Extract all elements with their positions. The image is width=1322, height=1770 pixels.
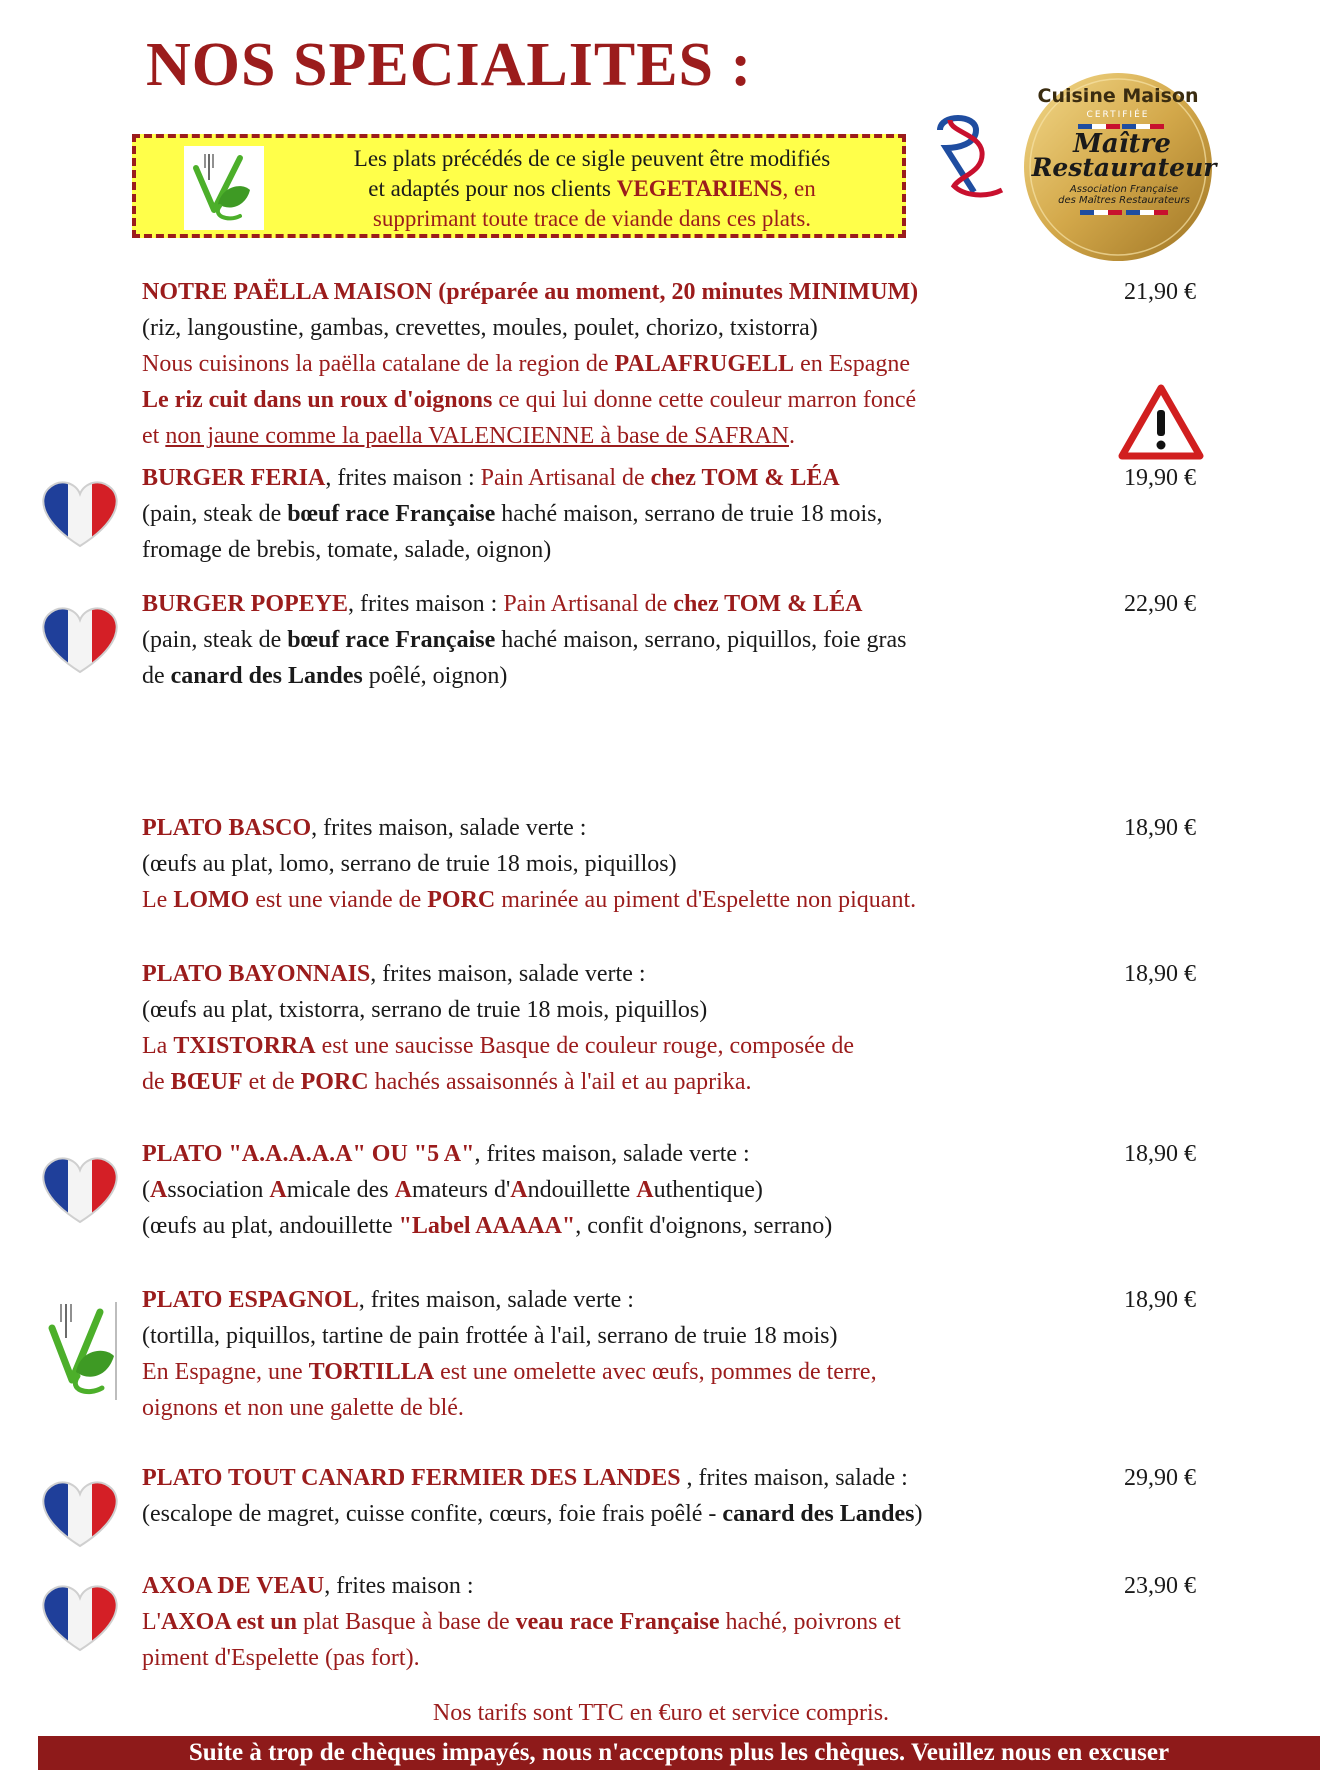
item-description: oignons et non une galette de blé. xyxy=(142,1395,464,1421)
item-title-line: PLATO BASCO, frites maison, salade verte : xyxy=(142,815,587,841)
notice-highlight: VEGETARIENS xyxy=(616,176,783,201)
french-flag-heart-icon xyxy=(38,480,122,550)
item-description: En Espagne, une TORTILLA est une omelette avec œufs, pommes de terre, xyxy=(142,1359,877,1385)
item-title-line: PLATO BAYONNAIS, frites maison, salade verte : xyxy=(142,961,646,987)
notice-line xyxy=(292,174,892,204)
pricing-note: Nos tarifs sont TTC en €uro et service compris. xyxy=(432,1700,890,1726)
notice-line: Les plats précédés de ce sigle peuvent être modifiés xyxy=(353,146,831,171)
item-title-line: PLATO ESPAGNOL, frites maison, salade verte : xyxy=(142,1287,634,1313)
item-name: PLATO "A.A.A.A.A" OU "5 A" xyxy=(142,1141,475,1167)
notice-line: supprimant toute trace de viande dans ces plats. xyxy=(372,206,812,231)
item-price: 19,90 € xyxy=(1124,465,1196,491)
item-description: piment d'Espelette (pas fort). xyxy=(142,1645,420,1671)
item-note: (préparée au moment, 20 minutes MINIMUM) xyxy=(432,279,919,305)
item-name: PLATO TOUT CANARD FERMIER DES LANDES xyxy=(142,1465,687,1491)
item-title-line: BURGER POPEYE, frites maison : Pain Artisanal de chez TOM & LÉA xyxy=(142,591,863,617)
menu-item-paella xyxy=(142,274,1102,454)
item-name: PLATO BASCO xyxy=(142,815,312,841)
menu-item-plato-canard xyxy=(142,1460,1102,1532)
item-description: La TXISTORRA est une saucisse Basque de couleur rouge, composée de xyxy=(142,1033,855,1059)
item-description: de BŒUF et de PORC hachés assaisonnés à l'ail et au paprika. xyxy=(142,1069,752,1095)
item-ingredients: (tortilla, piquillos, tartine de pain frottée à l'ail, serrano de truie 18 mois) xyxy=(142,1323,838,1349)
seal-text: des Maîtres Restaurateurs xyxy=(1058,195,1190,206)
french-flag-heart-icon xyxy=(38,1584,122,1654)
item-description: Le riz cuit dans un roux d'oignons ce qui lui donne cette couleur marron foncé xyxy=(142,387,917,413)
item-ingredients: (œufs au plat, andouillette "Label AAAAA", confit d'oignons, serrano) xyxy=(142,1213,833,1239)
item-price: 22,90 € xyxy=(1124,591,1196,617)
item-name: BURGER FERIA xyxy=(142,465,326,491)
item-name: NOTRE PAËLLA MAISON xyxy=(142,279,433,305)
item-ingredients: (riz, langoustine, gambas, crevettes, moules, poulet, chorizo, txistorra) xyxy=(142,315,818,341)
item-price: 21,90 € xyxy=(1124,279,1196,305)
vegetarian-notice xyxy=(132,134,906,238)
item-name: PLATO ESPAGNOL xyxy=(142,1287,359,1313)
menu-item-burger-feria xyxy=(142,460,1102,568)
item-ingredients: (escalope de magret, cuisse confite, cœurs, foie frais poêlé - canard des Landes) xyxy=(142,1501,923,1527)
item-ingredients: (œufs au plat, lomo, serrano de truie 18 mois, piquillos) xyxy=(142,851,677,877)
item-name: AXOA DE VEAU xyxy=(142,1573,325,1599)
item-description: (Association Amicale des Amateurs d'Andouillette Authentique) xyxy=(142,1177,763,1203)
menu-item-axoa-de-veau xyxy=(142,1568,1102,1676)
item-description: Nous cuisinons la paëlla catalane de la region de PALAFRUGELL en Espagne xyxy=(142,351,911,377)
item-ingredients: de canard des Landes poêlé, oignon) xyxy=(142,663,508,689)
seal-text: Maître xyxy=(1073,129,1171,159)
item-title-line: AXOA DE VEAU, frites maison : xyxy=(142,1573,474,1599)
vegetarian-notice-text xyxy=(292,144,892,234)
seal-text: Association Française xyxy=(1069,184,1179,195)
menu-item-plato-basco xyxy=(142,810,1102,918)
item-price: 18,90 € xyxy=(1124,1287,1196,1313)
page-title: NOS SPECIALITES : xyxy=(146,31,753,99)
maitre-restaurateur-seal xyxy=(930,72,1220,272)
menu-item-plato-espagnol xyxy=(142,1282,1102,1426)
item-price: 23,90 € xyxy=(1124,1573,1196,1599)
menu-item-plato-aaaaa xyxy=(142,1136,1102,1244)
notice-text: et adaptés pour nos clients xyxy=(368,176,617,201)
item-name: BURGER POPEYE xyxy=(142,591,349,617)
notice-text: , en xyxy=(782,176,816,201)
seal-text: CERTIFIÉE xyxy=(1086,110,1150,120)
seal-text: Restaurateur xyxy=(1031,153,1217,182)
item-ingredients: fromage de brebis, tomate, salade, oignon) xyxy=(142,537,552,563)
cheque-notice-banner: Suite à trop de chèques impayés, nous n'acceptons plus les chèques. Veuillez nous en excuser xyxy=(38,1736,1320,1770)
menu-item-plato-bayonnais xyxy=(142,956,1102,1100)
item-description: L'AXOA est un plat Basque à base de veau race Française haché, poivrons et xyxy=(142,1609,901,1635)
item-ingredients: (œufs au plat, txistorra, serrano de truie 18 mois, piquillos) xyxy=(142,997,708,1023)
item-description: et non jaune comme la paella VALENCIENNE à base de SAFRAN. xyxy=(142,423,795,449)
vegetarian-logo-icon xyxy=(40,1296,126,1404)
seal-text: Cuisine Maison xyxy=(1037,85,1199,107)
vegetarian-logo-icon xyxy=(184,146,264,230)
item-price: 18,90 € xyxy=(1124,1141,1196,1167)
french-flag-heart-icon xyxy=(38,606,122,676)
item-title-line xyxy=(142,274,1102,310)
item-title-line: PLATO "A.A.A.A.A" OU "5 A", frites maison, salade verte : xyxy=(142,1141,750,1167)
item-price: 29,90 € xyxy=(1124,1465,1196,1491)
menu-item-burger-popeye xyxy=(142,586,1102,694)
item-ingredients: (pain, steak de bœuf race Française haché maison, serrano de truie 18 mois, xyxy=(142,501,883,527)
item-price: 18,90 € xyxy=(1124,961,1196,987)
item-description: Le LOMO est une viande de PORC marinée au piment d'Espelette non piquant. xyxy=(142,887,917,913)
item-price: 18,90 € xyxy=(1124,815,1196,841)
item-title-line: PLATO TOUT CANARD FERMIER DES LANDES , frites maison, salade : xyxy=(142,1465,908,1491)
french-flag-heart-icon xyxy=(38,1480,122,1550)
item-title-line: BURGER FERIA, frites maison : Pain Artisanal de chez TOM & LÉA xyxy=(142,465,840,491)
warning-icon xyxy=(1118,384,1204,460)
item-name: PLATO BAYONNAIS xyxy=(142,961,371,987)
item-ingredients: (pain, steak de bœuf race Française haché maison, serrano, piquillos, foie gras xyxy=(142,627,907,653)
french-flag-heart-icon xyxy=(38,1156,122,1226)
